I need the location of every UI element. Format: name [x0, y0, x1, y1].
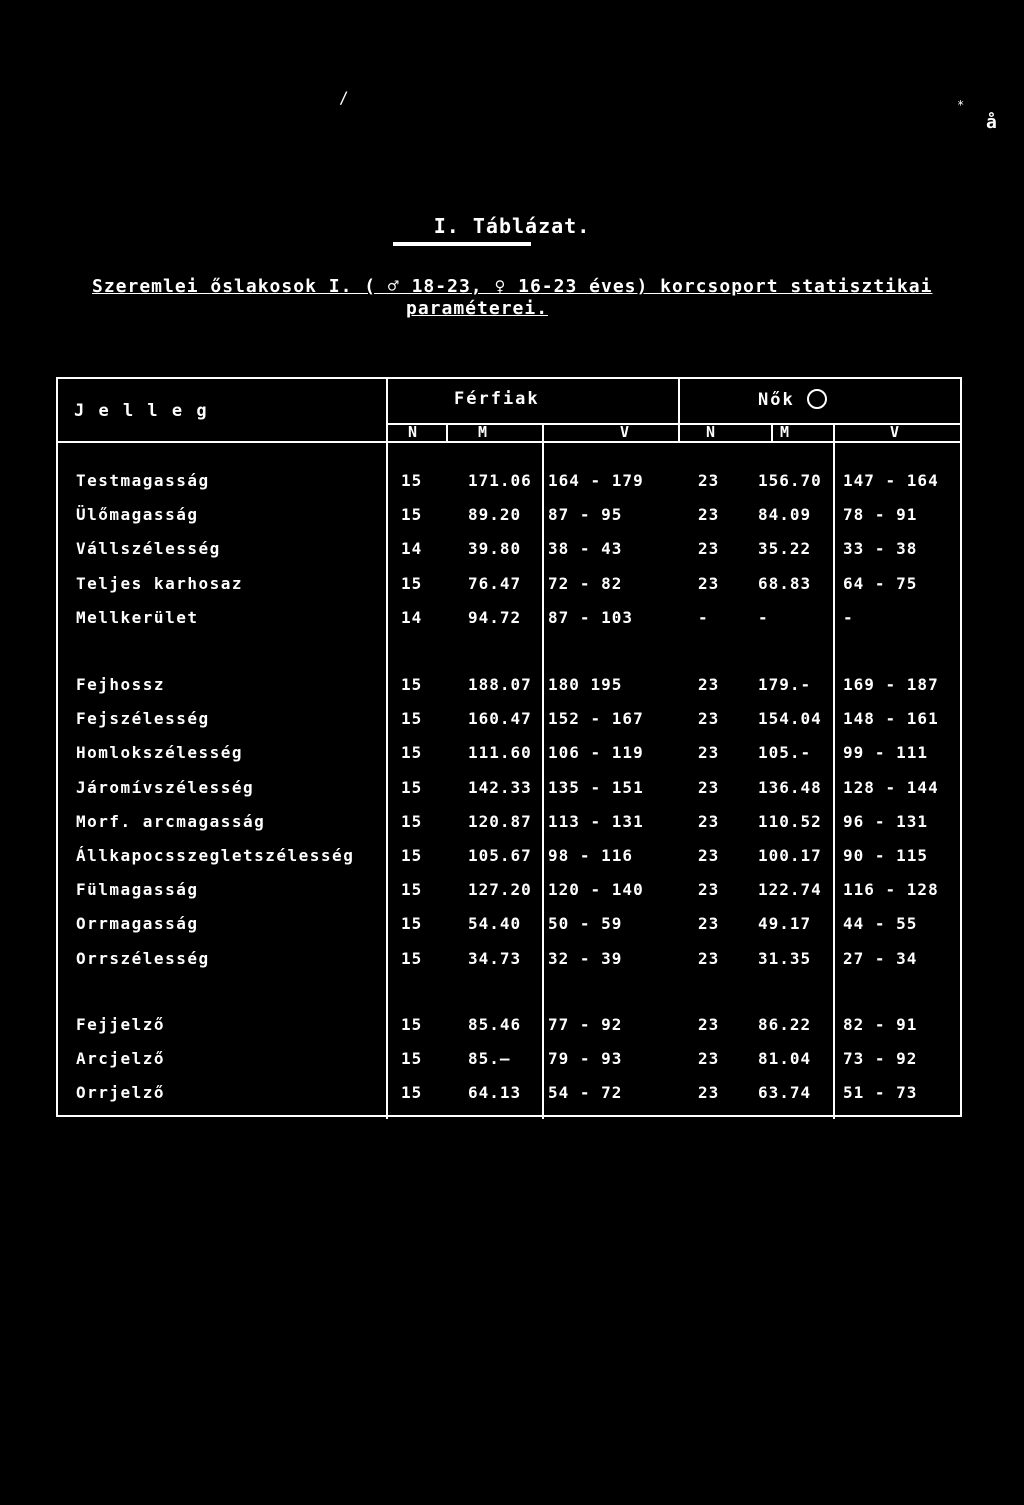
table-cell: 128 - 144 — [843, 777, 939, 797]
table-cell: - — [698, 607, 709, 627]
stray-mark: * — [957, 98, 965, 112]
header-jelleg: J e l l e g — [74, 401, 209, 421]
table-cell: 33 - 38 — [843, 539, 918, 559]
table-cell: - — [758, 607, 769, 627]
table-cell: 87 - 95 — [548, 505, 623, 525]
row-label: Fejhossz — [76, 675, 166, 694]
table-cell: 86.22 — [758, 1015, 812, 1034]
table-cell: 63.74 — [758, 1083, 812, 1103]
table-cell: 76.47 — [468, 573, 522, 593]
column-divider — [678, 379, 680, 441]
table-cell: 96 - 131 — [843, 811, 929, 831]
table-cell: 105.- — [758, 743, 812, 763]
table-cell: 82 - 91 — [843, 1015, 918, 1034]
table-cell: 135 - 151 — [548, 777, 644, 797]
row-label: Vállszélesség — [76, 539, 221, 559]
table-cell: 27 - 34 — [843, 948, 918, 968]
table-cell: 23 — [698, 743, 720, 763]
table-cell: 113 - 131 — [548, 811, 644, 831]
table-cell: 111.60 — [468, 743, 532, 763]
table-cell: 77 - 92 — [548, 1015, 623, 1034]
col-m-women: M — [780, 423, 792, 441]
row-label: Fejjelző — [76, 1015, 166, 1034]
table-cell: 85.— — [468, 1049, 511, 1069]
table-cell: 79 - 93 — [548, 1049, 623, 1069]
table-cell: 90 - 115 — [843, 846, 929, 865]
table-cell: 120 - 140 — [548, 880, 644, 900]
col-m-men: M — [478, 423, 490, 441]
table-cell: 147 - 164 — [843, 471, 939, 490]
table-cell: 142.33 — [468, 777, 532, 797]
table-cell: 23 — [698, 846, 720, 865]
table-cell: 23 — [698, 573, 720, 593]
table-cell: 98 - 116 — [548, 846, 634, 865]
table-cell: 23 — [698, 675, 720, 694]
table-cell: 50 - 59 — [548, 914, 623, 934]
table-cell: 15 — [401, 948, 423, 968]
table-cell: 110.52 — [758, 811, 822, 831]
table-cell: 15 — [401, 709, 423, 729]
table-cell: 15 — [401, 777, 423, 797]
table-cell: 106 - 119 — [548, 743, 644, 763]
table-cell: 156.70 — [758, 471, 822, 490]
table-cell: 136.48 — [758, 777, 822, 797]
row-label: Járomívszélesség — [76, 777, 255, 797]
table-cell: 14 — [401, 607, 423, 627]
row-label: Testmagasság — [76, 471, 210, 490]
table-cell: 23 — [698, 948, 720, 968]
column-divider — [771, 423, 773, 441]
table-cell: 35.22 — [758, 539, 812, 559]
header-ferfiak: Férfiak — [454, 389, 540, 409]
table-cell: 34.73 — [468, 948, 522, 968]
row-label: Morf. arcmagasság — [76, 811, 266, 831]
table-cell: 15 — [401, 675, 423, 694]
table-cell: 160.47 — [468, 709, 532, 729]
row-label: Ülőmagasság — [76, 505, 199, 525]
table-cell: 68.83 — [758, 573, 812, 593]
table-cell: 120.87 — [468, 811, 532, 831]
table-cell: 54 - 72 — [548, 1083, 623, 1103]
table-cell: 15 — [401, 880, 423, 900]
table-cell: 15 — [401, 1083, 423, 1103]
table-cell: 23 — [698, 811, 720, 831]
table-cell: 23 — [698, 709, 720, 729]
column-divider — [542, 423, 544, 1119]
table-cell: 64 - 75 — [843, 573, 918, 593]
table-cell: 23 — [698, 505, 720, 525]
table-cell: 23 — [698, 471, 720, 490]
table-cell: 15 — [401, 1015, 423, 1034]
row-label: Fejszélesség — [76, 709, 210, 729]
table-cell: 15 — [401, 743, 423, 763]
table-cell: 38 - 43 — [548, 539, 623, 559]
header-rule — [386, 423, 962, 425]
table-cell: 15 — [401, 846, 423, 865]
row-label: Orrszélesség — [76, 948, 210, 968]
table-cell: 89.20 — [468, 505, 522, 525]
table-cell: 87 - 103 — [548, 607, 634, 627]
table-cell: 64.13 — [468, 1083, 522, 1103]
title-underline — [393, 242, 531, 246]
table-cell: 127.20 — [468, 880, 532, 900]
table-cell: 81.04 — [758, 1049, 812, 1069]
table-cell: - — [843, 607, 854, 627]
table-cell: 15 — [401, 914, 423, 934]
table-cell: 51 - 73 — [843, 1083, 918, 1103]
table-cell: 179.- — [758, 675, 812, 694]
table-cell: 15 — [401, 1049, 423, 1069]
table-cell: 15 — [401, 811, 423, 831]
col-v-women: V — [890, 423, 902, 441]
column-divider — [386, 379, 388, 1119]
column-divider — [446, 423, 448, 441]
table-cell: 72 - 82 — [548, 573, 623, 593]
table-cell: 188.07 — [468, 675, 532, 694]
header-nok-label: Nők — [758, 390, 795, 410]
column-divider — [833, 423, 835, 1119]
table-cell: 23 — [698, 539, 720, 559]
table-cell: 23 — [698, 1015, 720, 1034]
statistics-table — [56, 377, 962, 1117]
table-cell: 94.72 — [468, 607, 522, 627]
table-cell: 31.35 — [758, 948, 812, 968]
table-cell: 100.17 — [758, 846, 822, 865]
table-cell: 180 195 — [548, 675, 623, 694]
subtitle-line-2: paraméterei. — [406, 298, 549, 319]
table-cell: 164 - 179 — [548, 471, 644, 490]
table-cell: 99 - 111 — [843, 743, 929, 763]
col-n-men: N — [408, 423, 420, 441]
table-cell: 15 — [401, 505, 423, 525]
table-cell: 23 — [698, 1049, 720, 1069]
table-cell: 152 - 167 — [548, 709, 644, 729]
table-cell: 32 - 39 — [548, 948, 623, 968]
table-cell: 73 - 92 — [843, 1049, 918, 1069]
table-cell: 116 - 128 — [843, 880, 939, 900]
table-cell: 14 — [401, 539, 423, 559]
row-label: Homlokszélesség — [76, 743, 243, 763]
stray-mark: / — [339, 88, 349, 107]
table-cell: 23 — [698, 880, 720, 900]
table-cell: 23 — [698, 777, 720, 797]
table-cell: 169 - 187 — [843, 675, 939, 694]
table-cell: 78 - 91 — [843, 505, 918, 525]
row-label: Teljes karhosaz — [76, 573, 243, 593]
subtitle-line-1: Szeremlei őslakosok I. ( ♂ 18-23, ♀ 16-23 éves) korcsoport statisztikai — [92, 276, 933, 297]
table-title: I. Táblázat. — [433, 214, 591, 238]
table-cell: 154.04 — [758, 709, 822, 729]
table-cell: 122.74 — [758, 880, 822, 900]
table-cell: 171.06 — [468, 471, 532, 490]
table-cell: 44 - 55 — [843, 914, 918, 934]
row-label: Mellkerület — [76, 607, 199, 627]
col-v-men: V — [620, 423, 632, 441]
table-cell: 49.17 — [758, 914, 812, 934]
row-label: Orrmagasság — [76, 914, 199, 934]
col-n-women: N — [706, 423, 718, 441]
row-label: Arcjelző — [76, 1049, 166, 1069]
stray-mark: å — [986, 112, 997, 133]
header-nok — [758, 389, 827, 410]
header-rule — [58, 441, 962, 443]
table-cell: 15 — [401, 573, 423, 593]
table-cell: 15 — [401, 471, 423, 490]
table-cell: 85.46 — [468, 1015, 522, 1034]
table-cell: 54.40 — [468, 914, 522, 934]
table-subtitle — [92, 276, 933, 320]
table-cell: 23 — [698, 914, 720, 934]
row-label: Állkapocsszegletszélesség — [76, 846, 355, 865]
table-cell: 148 - 161 — [843, 709, 939, 729]
table-cell: 105.67 — [468, 846, 532, 865]
row-label: Fülmagasság — [76, 880, 199, 900]
table-cell: 84.09 — [758, 505, 812, 525]
row-label: Orrjelző — [76, 1083, 166, 1103]
table-cell: 23 — [698, 1083, 720, 1103]
female-symbol-icon — [807, 389, 827, 409]
table-cell: 39.80 — [468, 539, 522, 559]
